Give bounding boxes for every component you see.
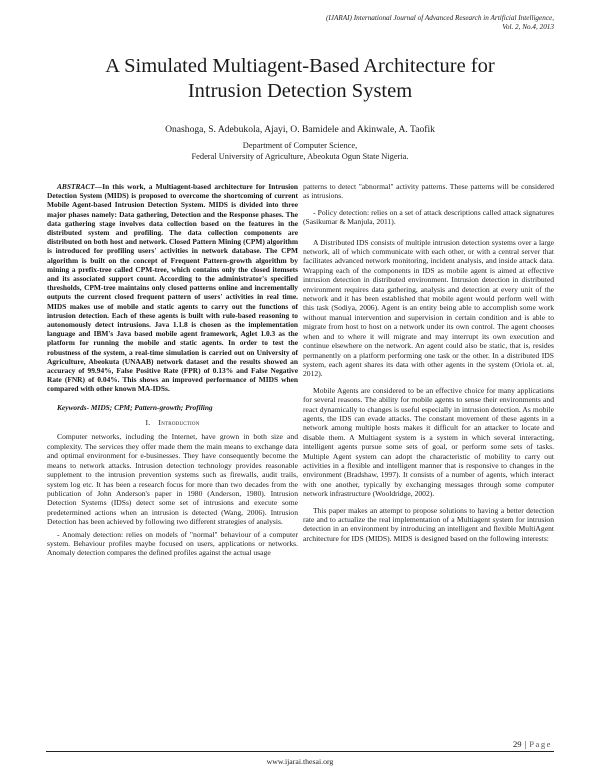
journal-url: www.ijarai.thesai.org xyxy=(266,757,334,766)
journal-header-line1: (IJARAI) International Journal of Advanced Research in Artificial Intelligence, xyxy=(325,14,554,22)
affiliation-university: Federal University of Agriculture, Abeokuta Ogun State Nigeria. xyxy=(191,152,409,161)
paper-title-line1: A Simulated Multiagent-Based Architecture for xyxy=(105,55,495,77)
anomaly-detection-paragraph: - Anomaly detection: relies on models of "normal" behaviour of a computer system. Behaviour profiles maybe focused on users, applications or networks. Anomaly detection compares the defined profiles against the actual usage xyxy=(47,529,298,558)
anomaly-continuation-paragraph: patterns to detect "abnormal" activity patterns. These patterns will be considered as intrusions. xyxy=(303,182,554,201)
paper-title-line2: Intrusion Detection System xyxy=(187,80,413,102)
paper-aim-paragraph: This paper makes an attempt to propose solutions to having a better detection rate and to actualize the real implementation of a Multiagent system for intrusion detection in an environment by introducing an intelligent and flexible MultiAgent architecture for IDS (MIDS). MIDS is designed based on the following interests: xyxy=(303,505,554,543)
keywords: Keywords- MIDS; CPM; Pattern-growth; Profiling xyxy=(57,402,213,412)
section-title: Introduction xyxy=(158,418,200,428)
affiliation xyxy=(40,140,560,162)
section-heading-introduction xyxy=(47,418,298,427)
page-number xyxy=(513,739,552,749)
abstract xyxy=(47,182,298,394)
abstract-lead: ABSTRACT xyxy=(57,182,95,191)
right-column xyxy=(303,182,554,546)
footer-divider xyxy=(46,751,554,752)
affiliation-department: Department of Computer Science, xyxy=(242,141,358,150)
abstract-body: —In this work, a Multiagent-based architecture for Intrusion Detection System (MIDS) is proposed to overcome the shortcoming of current Mobile Agent-based Intrusion Detection System. MIDS is divided into three major phases namely: Data gathering, Detection and the Response phases. The data gathering stage involves data collection based on the features in the distributed system and profiling. The data collection components are distributed on both host and network. Closed Pattern Mining (CPM) algorithm is introduced for profiling users' activities in network database. The CPM algorithm is built on the concept of Frequent Pattern-growth algorithm by mining a prefix-tree called CPM-tree, which contains only the closed itemsets and its associated support count. According to the administrator's specified thresholds, CPM-tree maintains only closed patterns online and incrementally outputs the current closed frequent pattern of users' activities in real time. MIDS makes use of mobile and static agents to carry out the functions of intrusion detection. Each of these agents is built with rule-based reasoning to autonomously detect intrusions. Java 1.1.8 is chosen as the implementation language and IBM's Java based mobile agent framework, Aglet 1.0.3 as the platform for running the mobile and static agents. In order to test the robustness of the system, a real-time simulation is carried out on University of Agriculture, Abeokuta (UNAAB) network dataset and the results showed an accuracy of 99.94%, False Positive Rate (FPR) of 0.13% and False Negative Rate (FNR) of 0.04%. This shows an improved performance of MIDS when compared with other known MA-IDSs. xyxy=(47,182,298,394)
paper-title xyxy=(40,54,560,104)
page-separator: | xyxy=(524,739,527,749)
journal-header xyxy=(224,14,554,32)
author-list: Onashoga, S. Adebukola, Ajayi, O. Bamidele and Akinwale, A. Taofik xyxy=(165,124,435,135)
intro-paragraph: Computer networks, including the Internet, have grown in both size and complexity. The services they offer made them the main means to exchange data and optimal environment for e-businesses. They have consequently become the means to network attacks. Intrusion detection technology provides reasonable supplement to the intrusion prevention systems such as firewalls, audit trails, system log etc. It has been a research focus for more than two decades from the publication of John Anderson's paper in 1980 (Anderson, 1980). Intrusion Detection Systems (IDSs) detect some set of intrusions and execute some predetermined actions when an intrusion is detected (Wang, 2006). Intrusion Detection has been achieved by following two different strategies of analysis. xyxy=(47,432,298,527)
page-number-value: 29 xyxy=(512,739,522,749)
section-number: I. xyxy=(145,418,151,428)
policy-detection-paragraph: - Policy detection: relies on a set of attack descriptions called attack signatures (Sasikumar & Manjula, 2011). xyxy=(303,207,554,227)
mobile-agents-paragraph: Mobile Agents are considered to be an effective choice for many applications for several reasons. The ability for mobile agents to sense their environments and react dynamically to changes is useful especially in intrusion detection. As mobile agents, the IDS can evade attacks. The constant movement of these agents in a network among multiple hosts makes it difficult for an attacker to locate and disable them. A Multiagent system is a system in which several interacting, intelligent agents pursue some sets of goal, or perform some sets of tasks. Multiple Agent system can adopt the characteristic of mobility to carry out activities in a flexible and intelligent manner that is responsive to changes in the environment (Bradshaw, 1997). It consists of a number of agents, which interact with one another, typically by exchanging messages through some computer network infrastructure (Wooldridge, 2002). xyxy=(303,385,554,499)
left-column xyxy=(47,182,298,561)
distributed-ids-paragraph: A Distributed IDS consists of multiple intrusion detection systems over a large network, all of which communicate with each other, or with a central server that facilitates advanced network monitoring, incident analysis, and inside attack data. Wrapping each of the components in IDS as mobile agent is aimed at effective intrusion detection in distributed environment. Intrusion detection in distributed environment requires data gathering, analysis and detection at every unit of the network and it has been established that mobile agent would perform well with this task (Sodiya, 2006). Agent is an entity being able to accomplish some work without manual intervention and supervision in certain condition and is able to migrate from host to host on a network under its own control. The agent chooses when and to where it will migrate and may interrupt its own execution and continue elsewhere on the network. An agent could also be static, that is, resides permanently on a platform performing one task or the other. In a distributed IDS system, each agent shares its data with other agents in the system (Oriola et. al, 2012). xyxy=(303,237,554,379)
journal-header-line2: Vol. 2, No.4, 2013 xyxy=(502,23,554,31)
page-label: Page xyxy=(529,739,552,749)
